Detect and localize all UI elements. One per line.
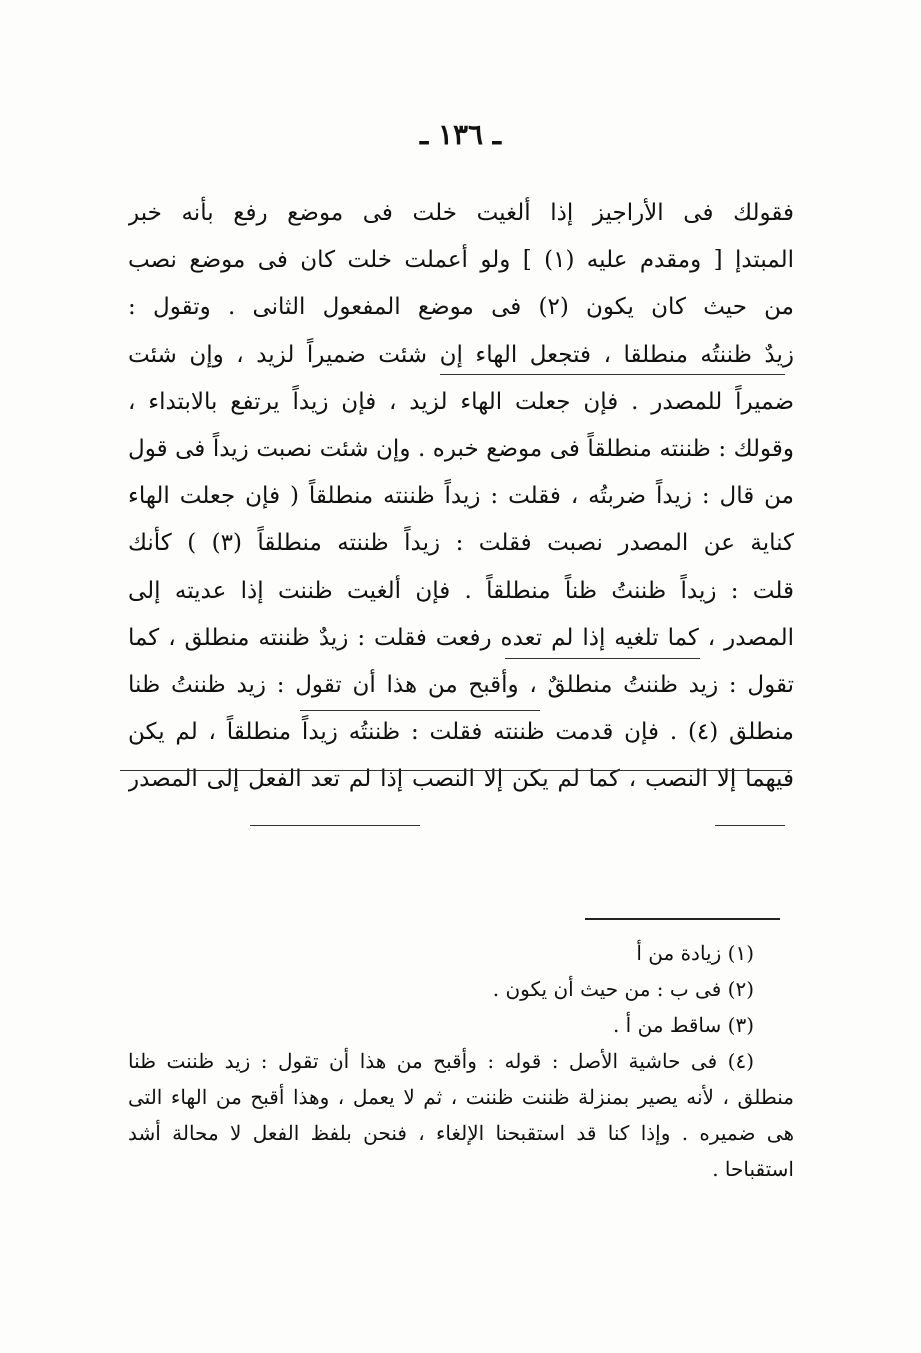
handwritten-underline [440,374,785,375]
body-line: من قال : زيداً ضربتُه ، فقلت : زيداً ظننته منطلقاً ( فإن جعلت الهاء [128,483,794,510]
footnote: (٣) ساقط من أ . [612,1013,754,1037]
body-line: زيدٌ ظننتُه منطلقا ، فتجعل الهاء إن شئت ضميراً لزيد ، وإن شئت [128,341,794,368]
body-line: منطلق (٤) . فإن قدمت ظننته فقلت : ظننتُه زيداً منطلقاً ، لم يكن [128,719,794,746]
body-line: تقول : زيد ظننتُ منطلقٌ ، وأقبح من هذا أن تقول : زيد ظننتُ ظنا [128,671,794,698]
handwritten-underline [250,825,420,826]
footnote-continuation: هى ضميره . وإذا كنا قد استقبحنا الإلغاء ، فنحن بلفظ الفعل لا محالة أشد [128,1121,794,1145]
handwritten-underline [120,770,792,771]
body-line: من حيث كان يكون (٢) فى موضع المفعول الثانى . وتقول : [128,294,794,321]
body-line: فيهما إلا النصب ، كما لم يكن إلا النصب إذا لم تعد الفعل إلى المصدر [128,766,794,793]
body-line: فقولك فى الأراجيز إذا ألغيت خلت فى موضع رفع بأنه خبر [128,200,794,226]
footnote-continuation: منطلق ، لأنه يصير بمنزلة ظننت ظننت ، ثم لا يعمل ، وهذا أقبح من الهاء التى [128,1085,794,1109]
handwritten-underline [300,710,540,711]
page-number: ـ ١٣٦ ـ [419,118,502,151]
handwritten-underline [715,825,785,826]
handwritten-underline [505,658,700,659]
footnote-continuation: استقباحا . [712,1157,794,1181]
footnote: (١) زيادة من أ [636,941,754,965]
body-line: ضميراً للمصدر . فإن جعلت الهاء لزيد ، فإن زيداً يرتفع بالابتداء ، [128,388,794,415]
body-text [128,190,794,803]
body-line: المبتدإ [ ومقدم عليه (١) ] ولو أعملت خلت كان فى موضع نصب [128,247,794,274]
footnotes [128,935,794,1187]
footnote: (٤) فى حاشية الأصل : قوله : وأقبح من هذا أن تقول : زيد ظننت ظنا [128,1049,754,1073]
body-line: المصدر ، كما تلغيه إذا لم تعده رفعت فقلت : زيدٌ ظننته منطلق ، كما [128,624,794,651]
body-line: كناية عن المصدر نصبت فقلت : زيداً ظننته منطلقاً (٣) ) كأنك [128,530,794,557]
body-line: وقولك : ظننته منطلقاً فى موضع خبره . وإن شئت نصبت زيداً فى قول [128,435,794,462]
footnote: (٢) فى ب : من حيث أن يكون . [492,977,754,1001]
body-line: قلت : زيداً ظننتُ ظناً منطلقاً . فإن ألغيت ظننت إذا عديته إلى [128,577,794,604]
footnote-separator [585,918,780,920]
